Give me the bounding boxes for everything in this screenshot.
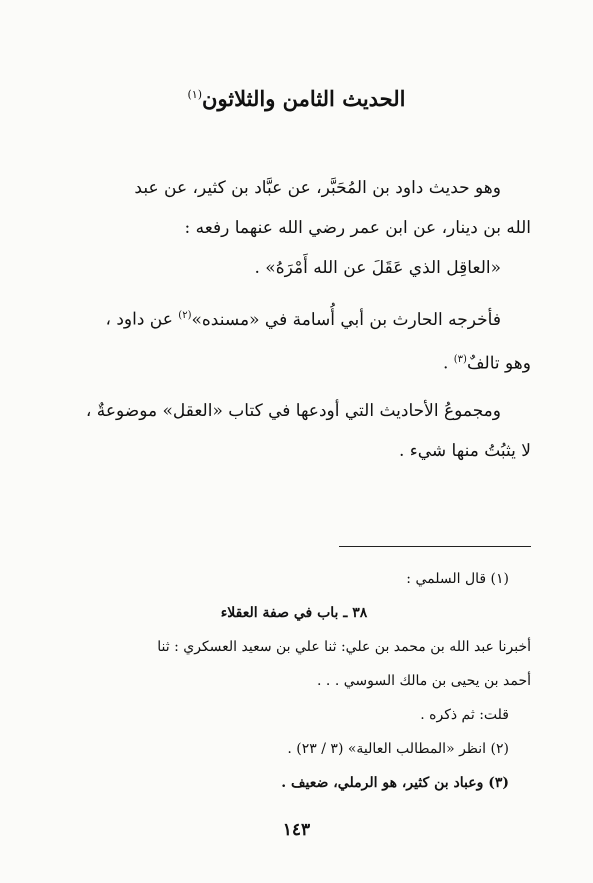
- footnote-1-line-2: أحمد بن يحيى بن مالك السوسي . . .: [317, 673, 531, 689]
- page-title: [0, 86, 593, 111]
- title-footnote-ref: (١): [187, 88, 203, 101]
- paragraph-4-line-1: ومجموعُ الأحاديث التي أودعها في كتاب «العقل» موضوعةٌ ،: [85, 401, 501, 422]
- paragraph-3-line-2-end: .: [442, 353, 454, 374]
- page-number: ١٤٣: [282, 820, 311, 840]
- footnotes: [57, 562, 531, 800]
- footnote-2: (٢) انظر «المطالب العالية» (٣ / ٢٣) .: [287, 741, 509, 757]
- footnote-ref-2: (٢): [178, 310, 192, 321]
- footnote-ref-3: (٣): [453, 353, 467, 365]
- paragraph-3-line-1a: فأخرجه الحارث بن أبي أُسامة في «مسنده»: [191, 309, 501, 330]
- paragraph-1: [57, 168, 531, 248]
- paragraph-1-line-1: وهو حديث داود بن المُحَبَّر، عن عبَّاد بن كثير، عن عبد: [134, 178, 501, 198]
- footnote-1-intro: (١) قال السلمي :: [406, 571, 509, 587]
- footnote-1-line-1: أخبرنا عبد الله بن محمد بن علي: ثنا علي بن سعيد العسكري : ثنا: [157, 639, 531, 655]
- footnote-3: (٣) وعباد بن كثير، هو الرملي، ضعيف .: [281, 775, 509, 791]
- footnote-separator: [339, 546, 531, 547]
- hadith-text: «العاقِل الذي عَقَلَ عن الله أَمْرَهُ» .: [254, 258, 501, 278]
- footnote-1-heading: ٣٨ ـ باب في صفة العقلاء: [220, 605, 368, 621]
- title-text: الحديث الثامن والثلاثون: [202, 86, 406, 111]
- paragraph-4: [57, 391, 531, 471]
- paragraph-4-line-2: لا يثبُتُ منها شيء .: [398, 441, 531, 462]
- paragraph-1-line-2: الله بن دينار، عن ابن عمر رضي الله عنهما رفعه :: [184, 218, 531, 238]
- main-text: [57, 168, 531, 471]
- paragraph-3-line-2: وهو تالفٌ: [466, 353, 531, 374]
- footnote-1-line-3: قلت: ثم ذكره .: [420, 707, 509, 723]
- paragraph-3: [57, 296, 531, 383]
- paragraph-3-line-1b: عن داود ،: [105, 309, 179, 330]
